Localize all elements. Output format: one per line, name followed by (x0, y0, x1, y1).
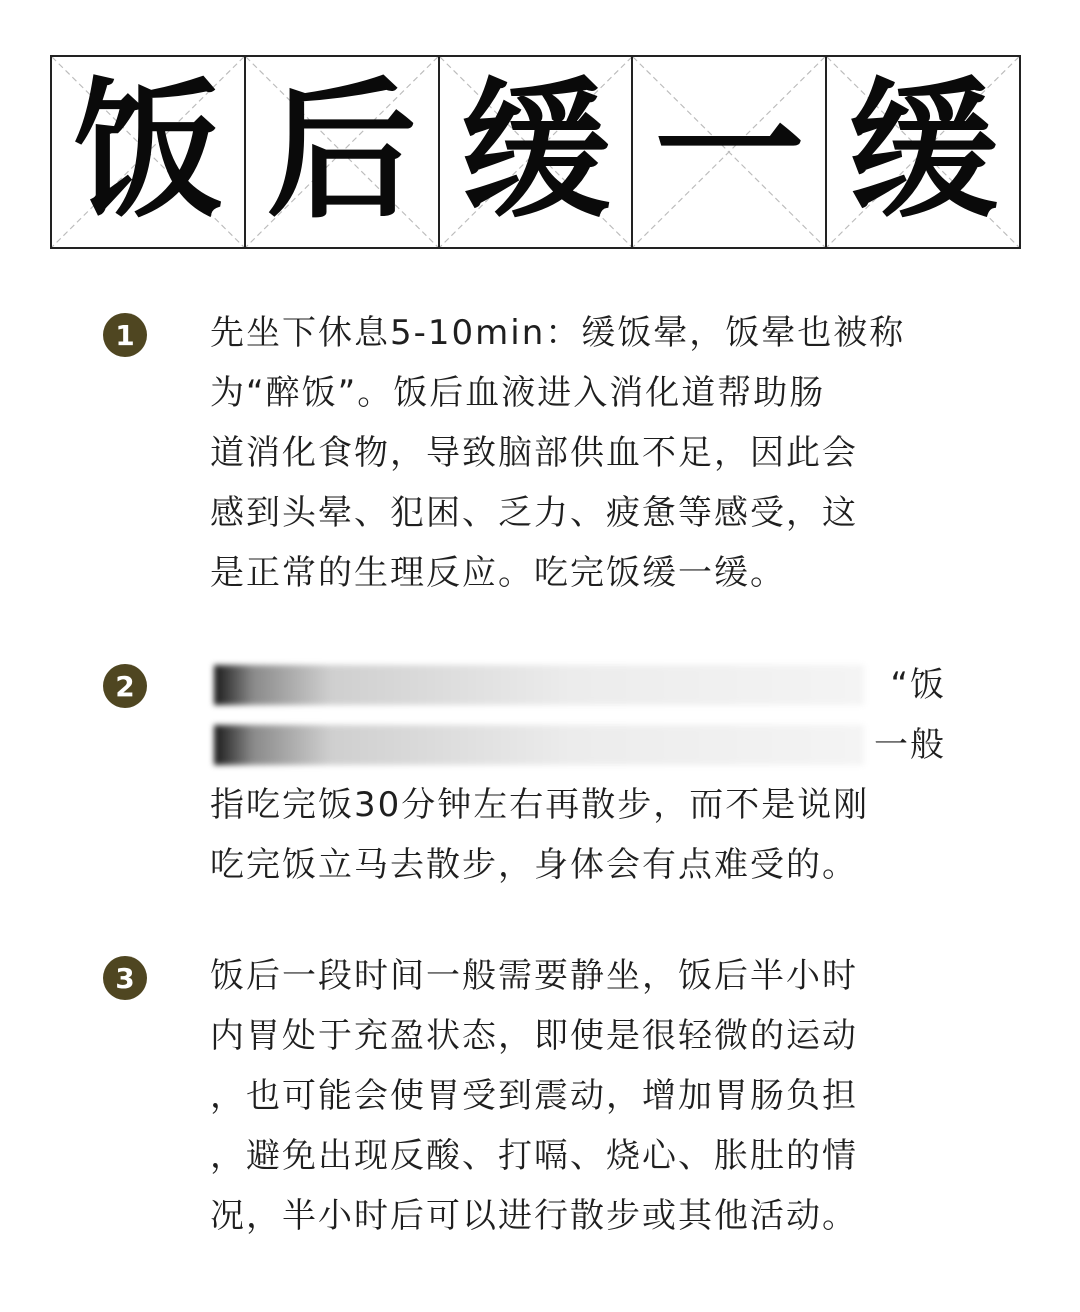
blur-mask (214, 725, 864, 765)
title-cell (52, 57, 246, 247)
title-cell (827, 57, 1019, 247)
blur-mask (214, 665, 864, 705)
title-cell (246, 57, 440, 247)
text-fragment: 一般 (874, 725, 946, 765)
text-line: 为“醉饭”。饭后血液进入消化道帮助肠 (210, 373, 826, 413)
step-2-text (210, 655, 946, 895)
text-line: ，避免出现反酸、打嗝、烧心、胀肚的情 (210, 1136, 858, 1176)
text-line: 感到头晕、犯困、乏力、疲惫等感受，这 (210, 493, 858, 533)
text-line: ，也可能会使胃受到震动，增加胃肠负担 (210, 1076, 858, 1116)
text-fragment: “饭 (890, 665, 946, 705)
title-char: 后 (266, 65, 417, 239)
step-3-badge: 3 (103, 956, 147, 1000)
text-line: 况，半小时后可以进行散步或其他活动。 (210, 1196, 858, 1236)
title-cell (633, 57, 827, 247)
text-line: 吃完饭立马去散步，身体会有点难受的。 (210, 845, 858, 885)
text-line: 是正常的生理反应。吃完饭缓一缓。 (210, 553, 786, 593)
title-char: 缓 (460, 65, 611, 239)
blurred-line (210, 715, 946, 775)
text-line: 先坐下休息5-10min：缓饭晕，饭晕也被称 (210, 313, 906, 353)
text-line: 内胃处于充盈状态，即使是很轻微的运动 (210, 1016, 858, 1056)
text-line: 道消化食物，导致脑部供血不足，因此会 (210, 433, 858, 473)
text-line: 指吃完饭30分钟左右再散步，而不是说刚 (210, 785, 870, 825)
title-grid (50, 55, 1021, 249)
title-char: 一 (654, 65, 805, 239)
step-2-badge: 2 (103, 664, 147, 708)
step-3-text (210, 946, 946, 1246)
blurred-line (210, 655, 946, 715)
text-line: 饭后一段时间一般需要静坐，饭后半小时 (210, 956, 858, 996)
step-1-badge: 1 (103, 313, 147, 357)
title-char: 缓 (848, 65, 999, 239)
title-cell (440, 57, 634, 247)
title-char: 饭 (72, 65, 223, 239)
step-1-text (210, 303, 946, 603)
